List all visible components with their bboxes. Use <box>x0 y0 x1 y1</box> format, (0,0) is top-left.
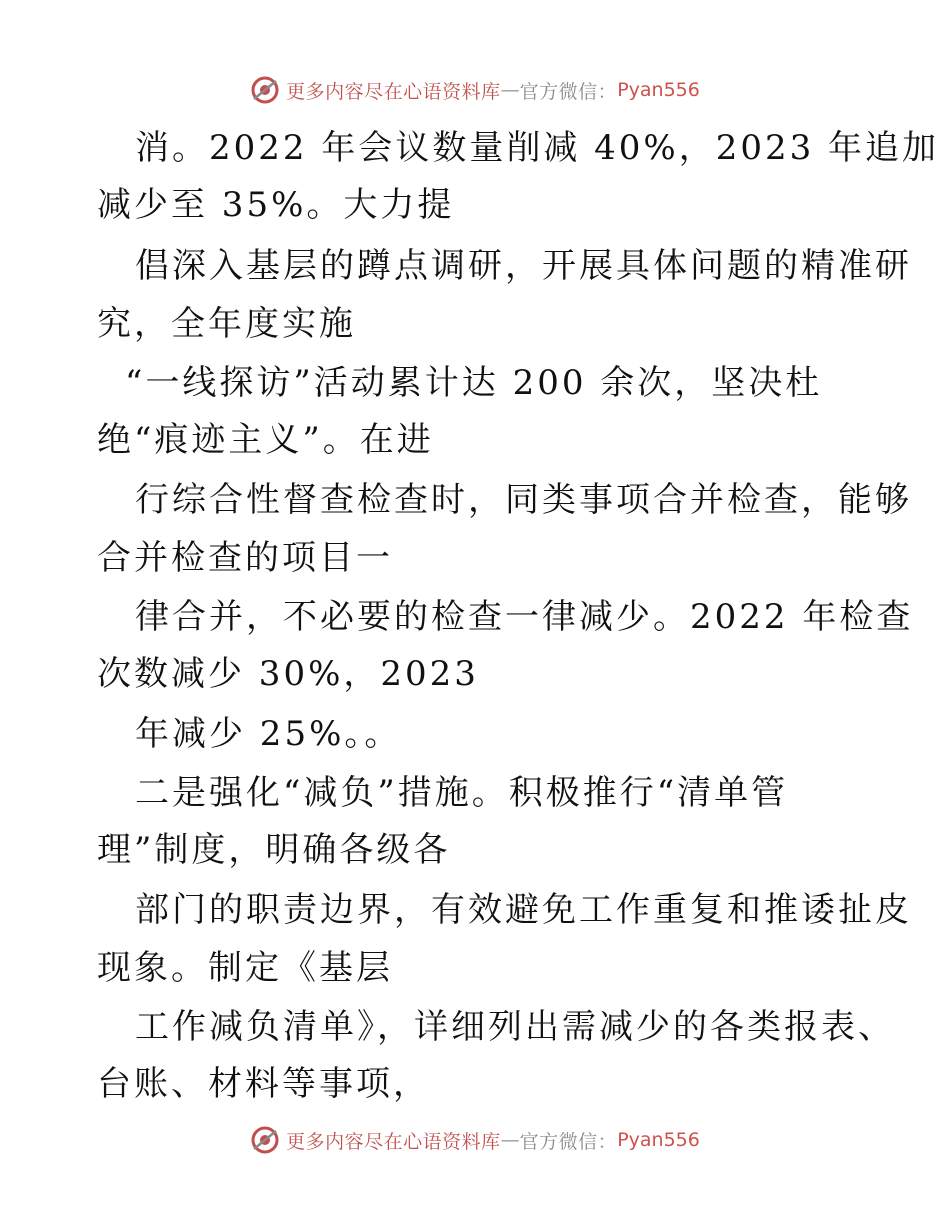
text-line: 现象。制定《基层 <box>97 948 393 988</box>
banner-wechat-label: 官方微信： <box>519 80 618 103</box>
text-line: 究，全年度实施 <box>97 304 356 344</box>
text-line: 次数减少 30%，2023 <box>97 654 479 694</box>
banner-wechat-id: Pyan556 <box>617 1129 700 1151</box>
banner-main-text: 更多内容尽在心语资料库 <box>286 1130 501 1153</box>
banner-wechat-label: 官方微信： <box>519 1130 618 1153</box>
text-line: 消。2022 年会议数量削减 40%，2023 年追加 <box>135 128 940 168</box>
text-line: 律合并，不必要的检查一律减少。2022 年检查 <box>135 597 914 637</box>
banner-main-text: 更多内容尽在心语资料库 <box>286 80 501 103</box>
text-line: 年减少 25%。。 <box>135 714 402 754</box>
text-line: 工作减负清单》，详细列出需减少的各类报表、 <box>135 1007 895 1047</box>
text-line: “一线探访”活动累计达 200 余次，坚决杜 <box>125 363 823 403</box>
banner-separator: — <box>500 79 520 101</box>
logo-icon <box>250 75 280 105</box>
footer-watermark <box>0 1120 950 1160</box>
text-line: 绝“痕迹主义”。在进 <box>97 420 434 460</box>
text-line: 合并检查的项目一 <box>97 538 393 578</box>
text-line: 行综合性督查检查时，同类事项合并检查，能够 <box>135 480 912 520</box>
text-line: 倡深入基层的蹲点调研，开展具体问题的精准研 <box>135 246 912 286</box>
text-line: 台账、材料等事项， <box>97 1064 430 1104</box>
banner-wechat-id: Pyan556 <box>617 79 700 101</box>
text-line: 减少至 35%。大力提 <box>97 185 455 225</box>
text-line: 二是强化“减负”措施。积极推行“清单管 <box>135 773 789 813</box>
logo-icon <box>250 1125 280 1155</box>
header-watermark <box>0 70 950 110</box>
text-line: 部门的职责边界，有效避免工作重复和推诿扯皮 <box>135 890 912 930</box>
text-line: 理”制度，明确各级各 <box>97 830 451 870</box>
banner-separator: — <box>500 1129 520 1151</box>
